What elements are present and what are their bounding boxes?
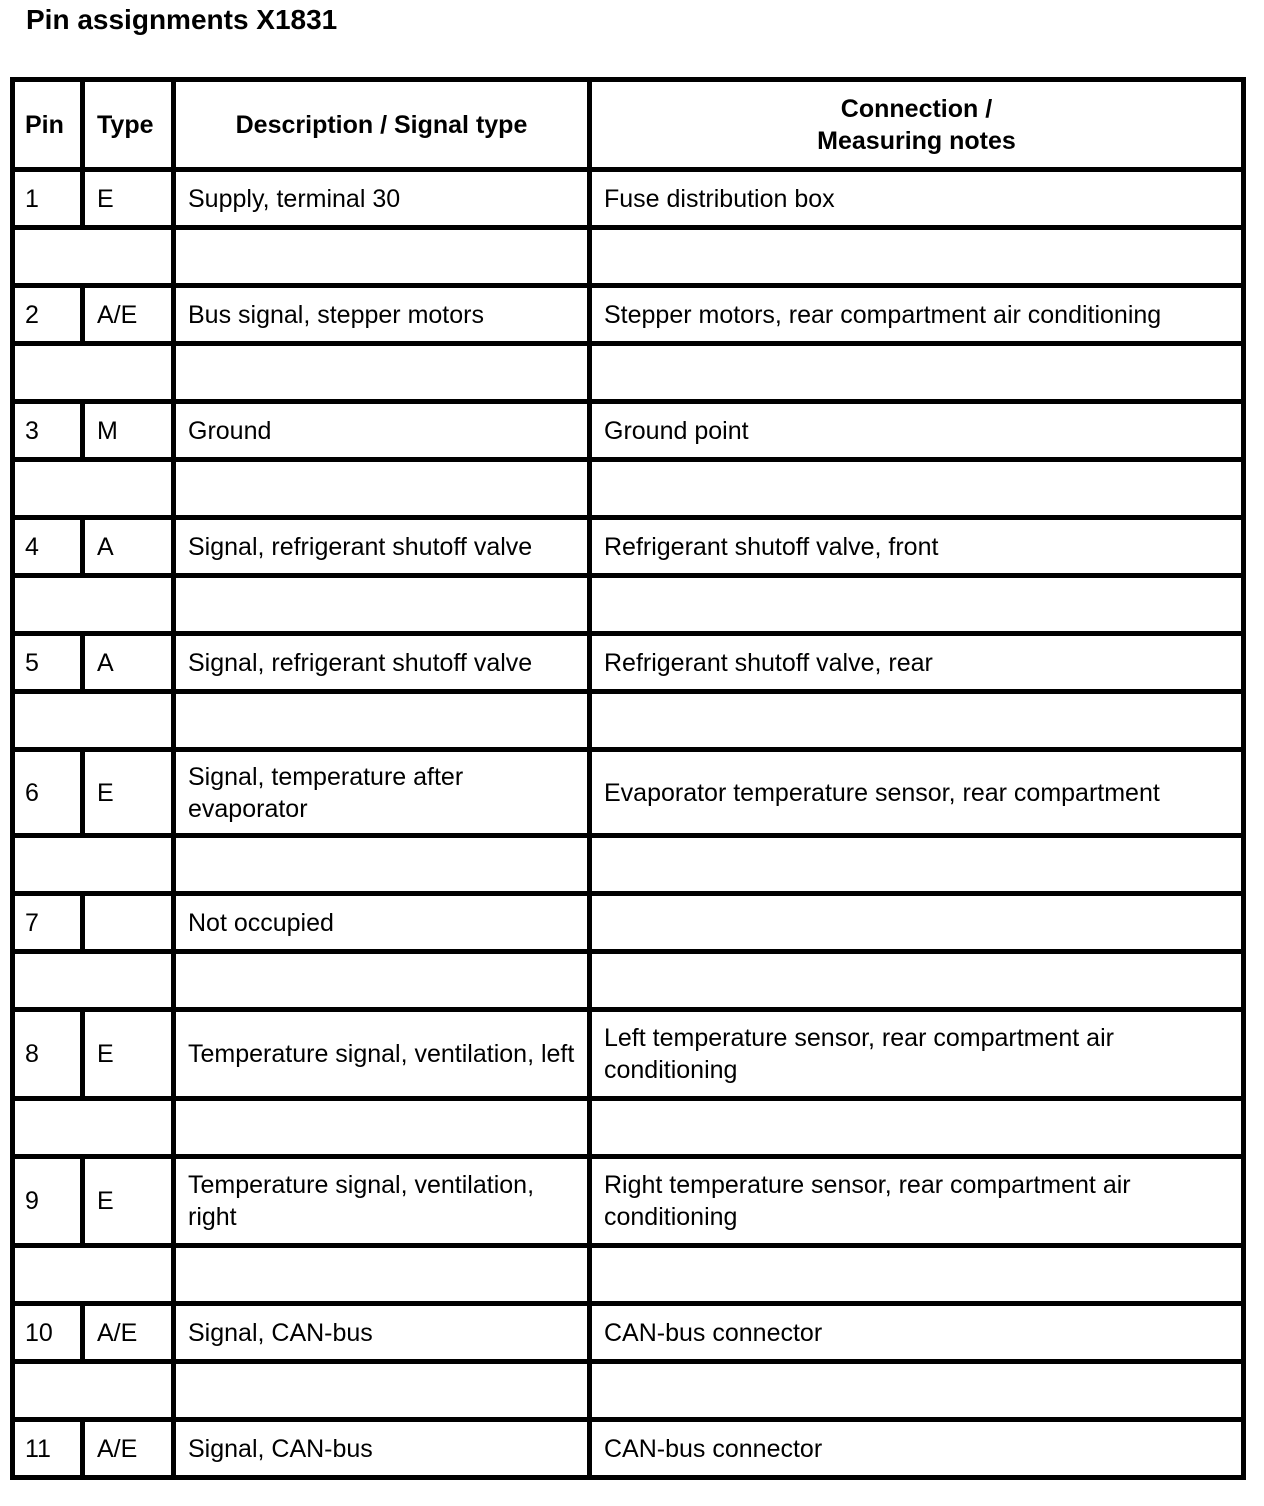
connection-cell: CAN-bus connector [592, 1306, 1246, 1364]
spacer-row [15, 230, 1246, 288]
spacer-cell [15, 346, 176, 404]
table-row [15, 520, 1246, 578]
table-row [15, 404, 1246, 462]
description-cell: Signal, temperature after evaporator [176, 752, 592, 838]
header-connection [592, 82, 1246, 172]
spacer-cell [15, 694, 176, 752]
table-row [15, 1422, 1246, 1480]
header-type: Type [85, 82, 176, 172]
connection-cell [592, 896, 1246, 954]
connection-cell: Fuse distribution box [592, 172, 1246, 230]
description-cell: Signal, CAN-bus [176, 1306, 592, 1364]
table-row [15, 896, 1246, 954]
pin-cell: 9 [15, 1159, 85, 1248]
table-row [15, 288, 1246, 346]
connection-cell: Stepper motors, rear compartment air conditioning [592, 288, 1246, 346]
header-row [15, 82, 1246, 172]
spacer-row [15, 462, 1246, 520]
connection-cell: Left temperature sensor, rear compartment air conditioning [592, 1012, 1246, 1101]
spacer-cell [592, 578, 1246, 636]
spacer-row [15, 346, 1246, 404]
spacer-row [15, 1364, 1246, 1422]
connection-cell: Refrigerant shutoff valve, rear [592, 636, 1246, 694]
type-cell: A/E [85, 1422, 176, 1480]
spacer-row [15, 694, 1246, 752]
spacer-cell [176, 346, 592, 404]
spacer-row [15, 1101, 1246, 1159]
spacer-cell [176, 1364, 592, 1422]
spacer-cell [15, 1364, 176, 1422]
spacer-cell [15, 1248, 176, 1306]
pin-cell: 5 [15, 636, 85, 694]
pin-cell: 10 [15, 1306, 85, 1364]
spacer-cell [176, 694, 592, 752]
spacer-cell [176, 578, 592, 636]
connection-cell: CAN-bus connector [592, 1422, 1246, 1480]
description-cell: Temperature signal, ventilation, right [176, 1159, 592, 1248]
description-cell: Bus signal, stepper motors [176, 288, 592, 346]
description-cell: Signal, refrigerant shutoff valve [176, 636, 592, 694]
spacer-cell [176, 1248, 592, 1306]
spacer-cell [15, 838, 176, 896]
type-cell: A [85, 636, 176, 694]
table-row [15, 172, 1246, 230]
type-cell: A/E [85, 1306, 176, 1364]
connection-cell: Evaporator temperature sensor, rear compartment [592, 752, 1246, 838]
page-title: Pin assignments X1831 [26, 4, 338, 35]
spacer-row [15, 954, 1246, 1012]
spacer-row [15, 1248, 1246, 1306]
spacer-cell [592, 462, 1246, 520]
pin-cell: 7 [15, 896, 85, 954]
table-row [15, 1306, 1246, 1364]
pin-cell: 1 [15, 172, 85, 230]
spacer-cell [15, 1101, 176, 1159]
type-cell: E [85, 752, 176, 838]
spacer-cell [176, 1101, 592, 1159]
table-row [15, 1012, 1246, 1101]
pin-cell: 11 [15, 1422, 85, 1480]
description-cell: Supply, terminal 30 [176, 172, 592, 230]
spacer-row [15, 578, 1246, 636]
spacer-cell [592, 1101, 1246, 1159]
pin-cell: 4 [15, 520, 85, 578]
description-cell: Ground [176, 404, 592, 462]
type-cell: A/E [85, 288, 176, 346]
pin-cell: 8 [15, 1012, 85, 1101]
spacer-cell [15, 230, 176, 288]
spacer-cell [592, 694, 1246, 752]
spacer-cell [592, 838, 1246, 896]
spacer-cell [15, 954, 176, 1012]
spacer-cell [592, 346, 1246, 404]
table-row [15, 636, 1246, 694]
pin-cell: 2 [15, 288, 85, 346]
spacer-cell [592, 1364, 1246, 1422]
connection-cell: Ground point [592, 404, 1246, 462]
header-pin: Pin [15, 82, 85, 172]
pin-cell: 3 [15, 404, 85, 462]
type-cell [85, 896, 176, 954]
header-description: Description / Signal type [176, 82, 592, 172]
spacer-cell [15, 462, 176, 520]
connection-cell: Right temperature sensor, rear compartment air conditioning [592, 1159, 1246, 1248]
description-cell: Not occupied [176, 896, 592, 954]
header-connection-line2: Measuring notes [817, 126, 1016, 155]
spacer-cell [592, 230, 1246, 288]
pin-assignment-table [10, 77, 1246, 1480]
type-cell: A [85, 520, 176, 578]
connection-cell: Refrigerant shutoff valve, front [592, 520, 1246, 578]
description-cell: Signal, CAN-bus [176, 1422, 592, 1480]
type-cell: E [85, 172, 176, 230]
spacer-cell [176, 230, 592, 288]
spacer-cell [592, 1248, 1246, 1306]
description-cell: Signal, refrigerant shutoff valve [176, 520, 592, 578]
spacer-cell [176, 838, 592, 896]
table-row [15, 1159, 1246, 1248]
spacer-cell [15, 578, 176, 636]
header-connection-line1: Connection / [840, 94, 993, 123]
type-cell: E [85, 1159, 176, 1248]
spacer-cell [592, 954, 1246, 1012]
type-cell: M [85, 404, 176, 462]
type-cell: E [85, 1012, 176, 1101]
spacer-cell [176, 954, 592, 1012]
spacer-row [15, 838, 1246, 896]
description-cell: Temperature signal, ventilation, left [176, 1012, 592, 1101]
spacer-cell [176, 462, 592, 520]
table-row [15, 752, 1246, 838]
pin-cell: 6 [15, 752, 85, 838]
